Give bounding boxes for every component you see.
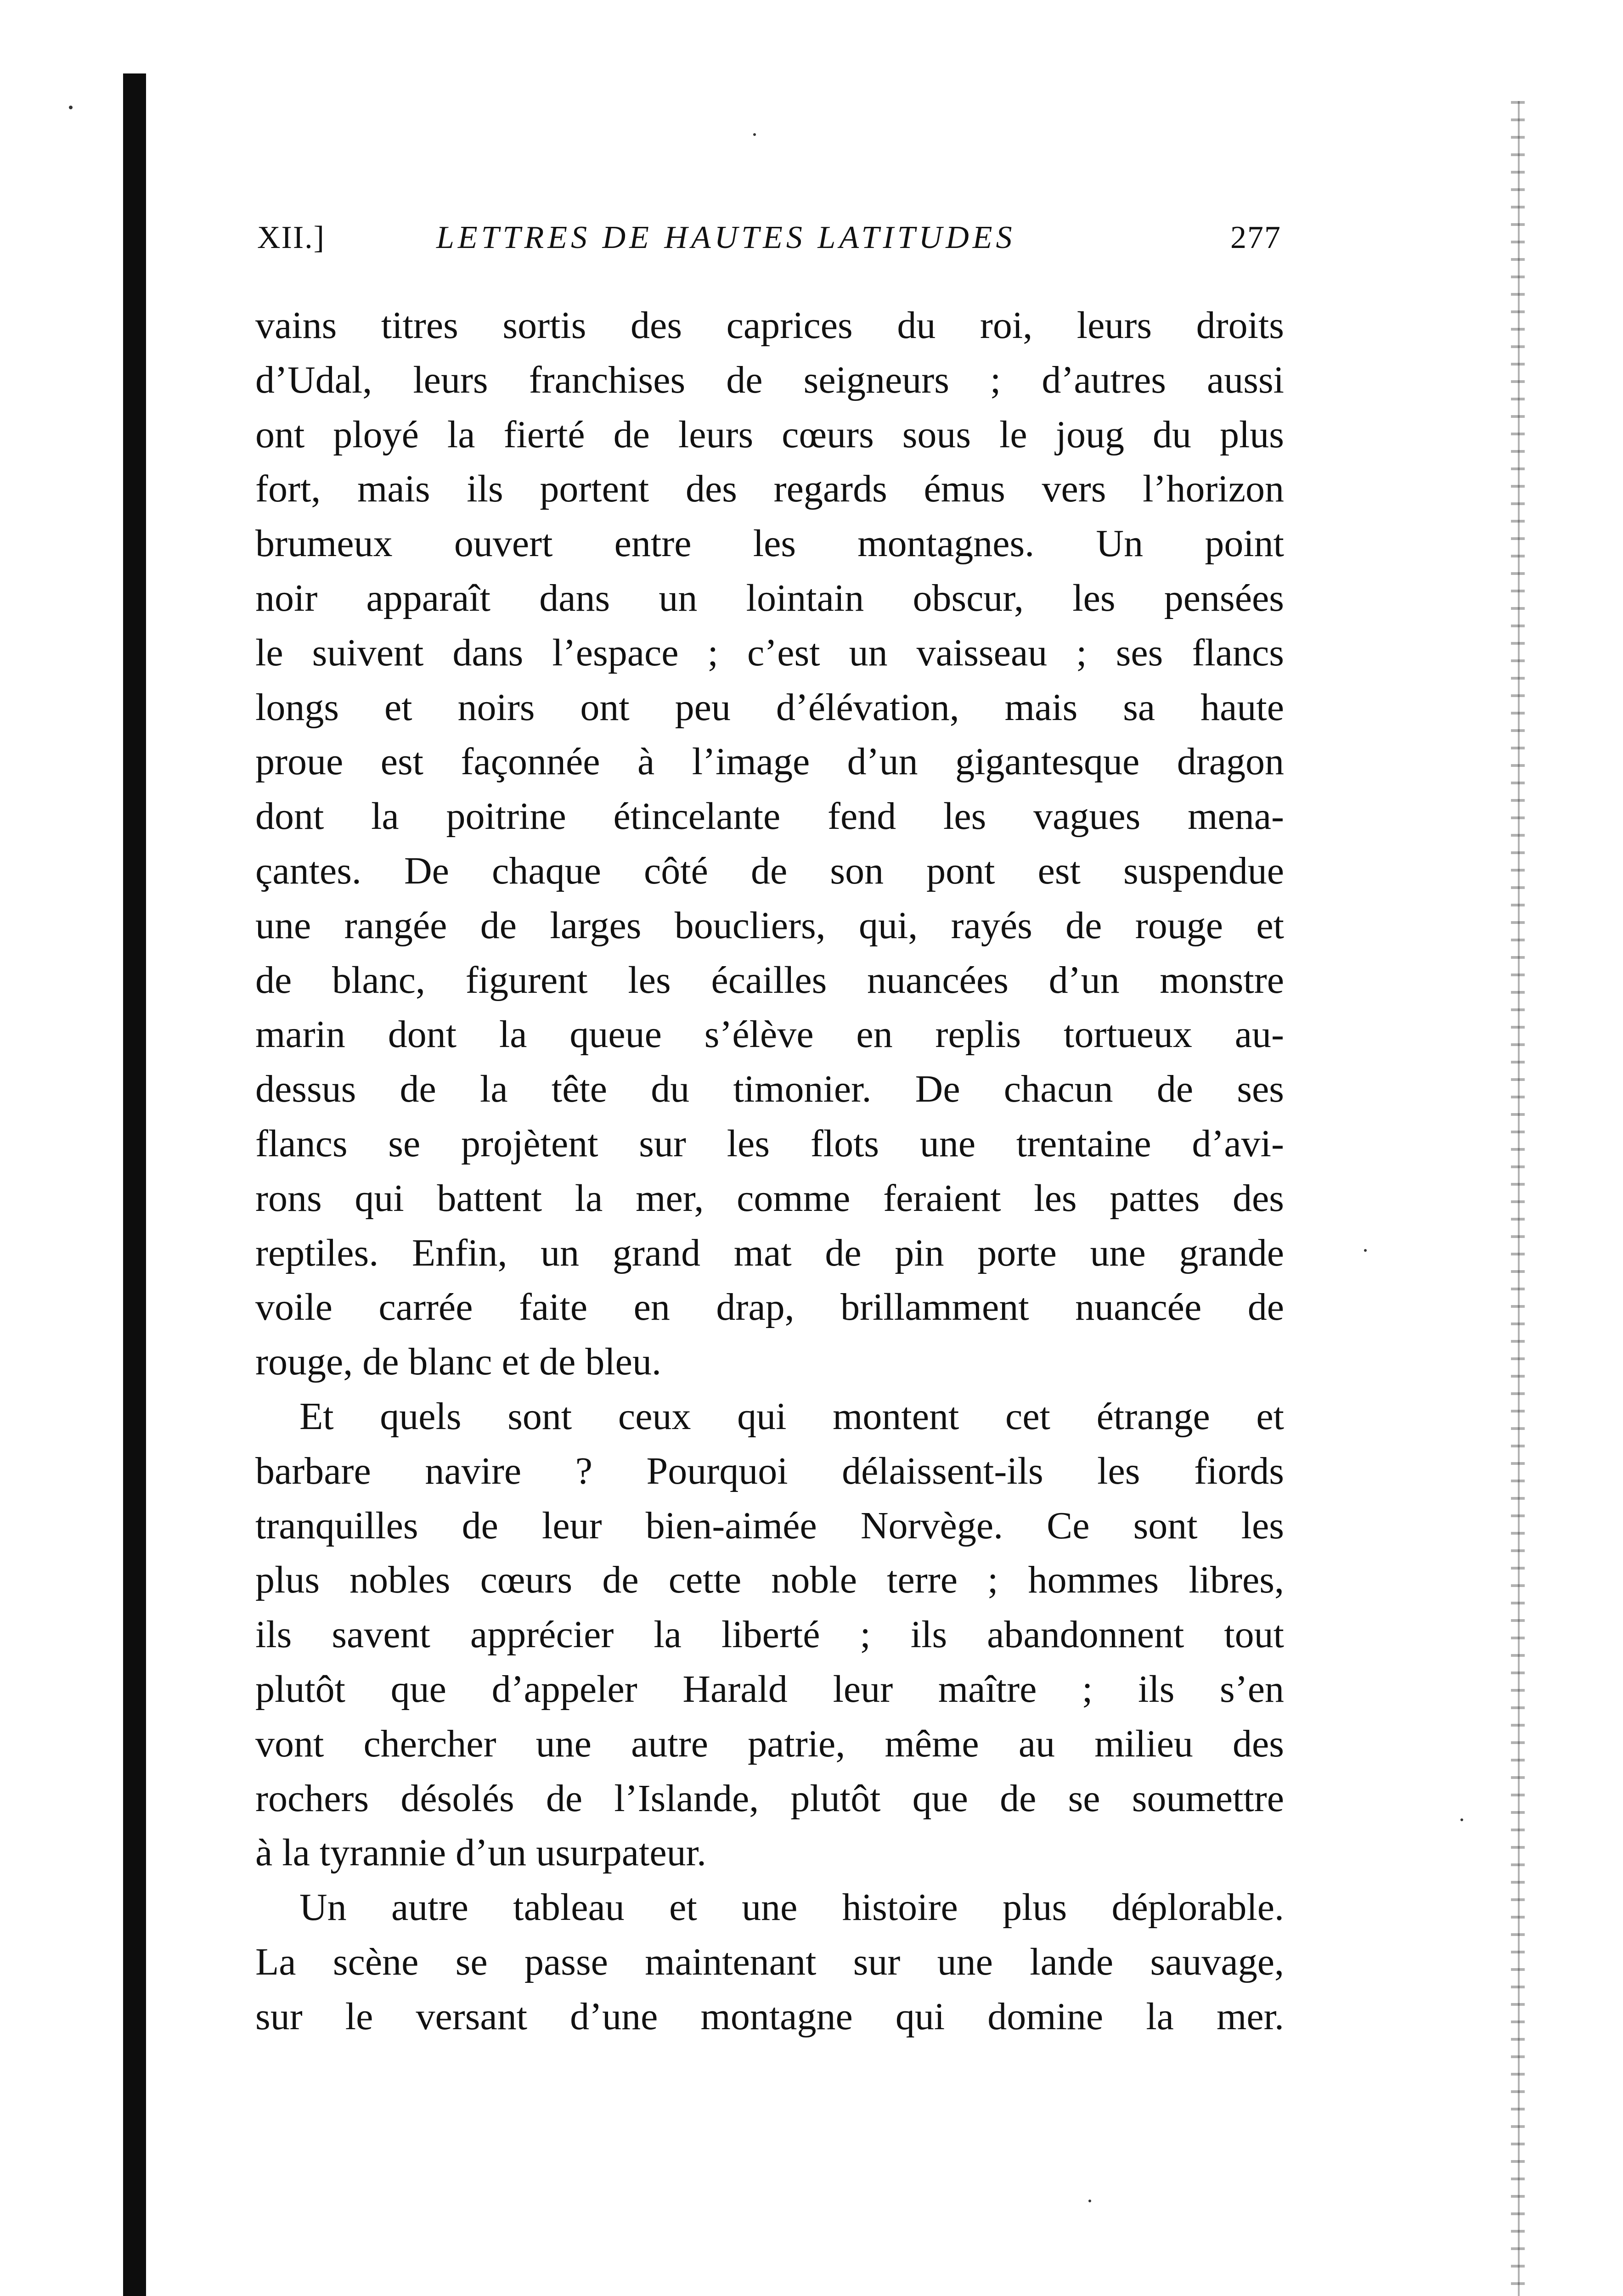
text-line: reptiles. Enfin, un grand mat de pin porte une grande	[255, 1231, 1284, 1274]
scan-speck	[1088, 2200, 1091, 2202]
binding-shadow	[123, 73, 146, 2296]
scan-speck	[1364, 1249, 1367, 1252]
page-number: 277	[1230, 220, 1281, 255]
text-line: dont la poitrine étincelante fend les vagues mena-	[255, 795, 1284, 838]
text-line: Et quels sont ceux qui montent cet étrange et	[299, 1395, 1284, 1438]
text-line: vains titres sortis des caprices du roi, leurs droits	[255, 304, 1284, 347]
text-line: rochers désolés de l’Islande, plutôt que de se soumettre	[255, 1777, 1284, 1820]
text-line: ont ployé la fierté de leurs cœurs sous le joug du plus	[255, 413, 1284, 456]
text-line: d’Udal, leurs franchises de seigneurs ; d’autres aussi	[255, 358, 1284, 401]
text-line: çantes. De chaque côté de son pont est suspendue	[255, 849, 1284, 892]
text-line: une rangée de larges boucliers, qui, rayés de rouge et	[255, 904, 1284, 947]
text-line: rouge, de blanc et de bleu.	[255, 1340, 661, 1384]
text-line: longs et noirs ont peu d’élévation, mais sa haute	[255, 686, 1284, 729]
text-line: Un autre tableau et une histoire plus déplorable.	[299, 1886, 1284, 1929]
text-line: plutôt que d’appeler Harald leur maître ; ils s’en	[255, 1667, 1284, 1711]
body-text	[255, 298, 1284, 2044]
text-line: brumeux ouvert entre les montagnes. Un point	[255, 522, 1284, 565]
running-header	[257, 219, 1281, 270]
text-line: ils savent apprécier la liberté ; ils abandonnent tout	[255, 1613, 1284, 1656]
paragraph-2	[255, 1390, 1284, 1880]
text-line: plus nobles cœurs de cette noble terre ; hommes libres,	[255, 1559, 1284, 1602]
scan-gutter-line	[1518, 101, 1520, 2296]
text-line: dessus de la tête du timonier. De chacun de ses	[255, 1068, 1284, 1111]
scan-speck	[1460, 1818, 1463, 1821]
text-line: La scène se passe maintenant sur une lande sauvage,	[255, 1940, 1284, 1983]
text-line: marin dont la queue s’élève en replis tortueux au-	[255, 1013, 1284, 1056]
text-line: de blanc, figurent les écailles nuancées d’un monstre	[255, 958, 1284, 1002]
text-line: à la tyrannie d’un usurpateur.	[255, 1831, 706, 1874]
running-title: LETTRES DE HAUTES LATITUDES	[436, 220, 1016, 255]
paragraph-3	[255, 1880, 1284, 2044]
text-line: noir apparaît dans un lointain obscur, les pensées	[255, 576, 1284, 619]
section-number: XII.]	[257, 220, 325, 255]
text-line: sur le versant d’une montagne qui domine la mer.	[255, 1995, 1284, 2038]
text-line: barbare navire ? Pourquoi délaissent-ils les fiords	[255, 1449, 1284, 1492]
text-line: flancs se projètent sur les flots une trentaine d’avi-	[255, 1122, 1284, 1165]
text-line: rons qui battent la mer, comme feraient les pattes des	[255, 1176, 1284, 1220]
text-line: fort, mais ils portent des regards émus vers l’horizon	[255, 467, 1284, 511]
scan-speck	[69, 106, 73, 109]
text-line: tranquilles de leur bien-aimée Norvège. Ce sont les	[255, 1504, 1284, 1547]
text-line: le suivent dans l’espace ; c’est un vaisseau ; ses flancs	[255, 631, 1284, 674]
paragraph-1	[255, 298, 1284, 1390]
scan-speck	[753, 133, 756, 136]
text-line: voile carrée faite en drap, brillamment nuancée de	[255, 1286, 1284, 1329]
text-line: vont chercher une autre patrie, même au milieu des	[255, 1722, 1284, 1765]
text-line: proue est façonnée à l’image d’un gigantesque dragon	[255, 740, 1284, 783]
